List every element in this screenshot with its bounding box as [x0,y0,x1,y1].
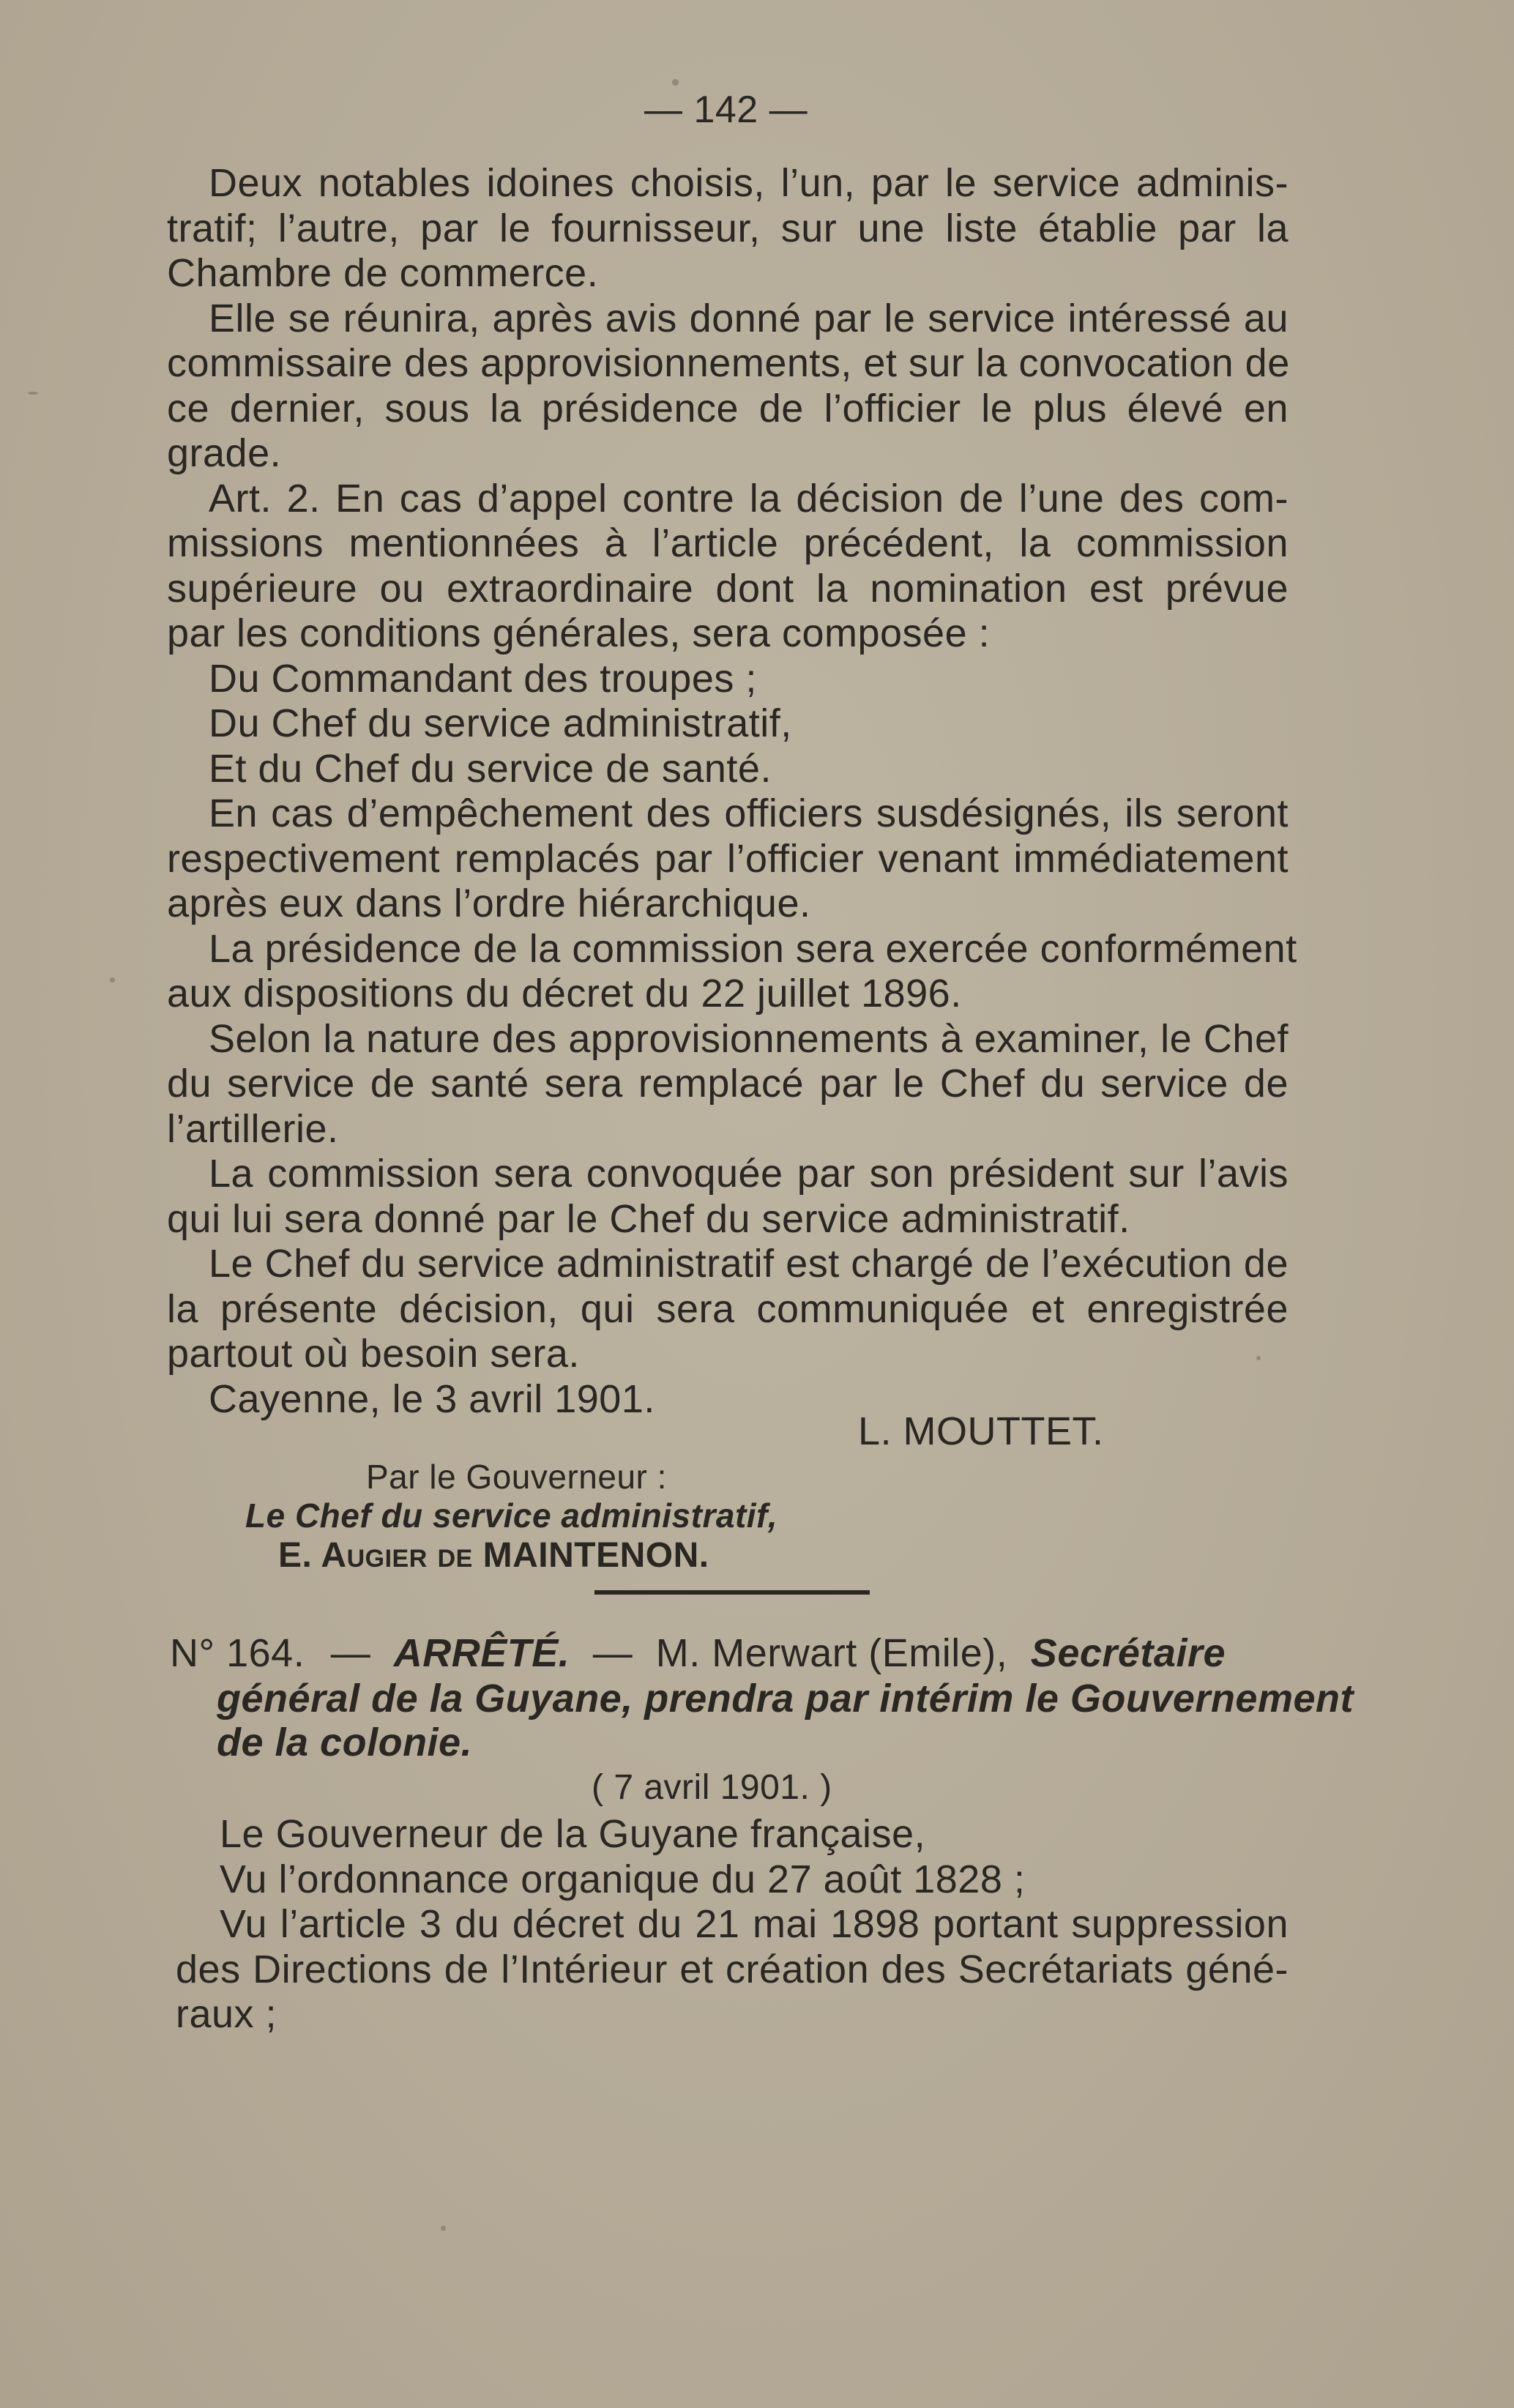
arrete-number: N° 164. [170,1631,305,1675]
arrete-body-line: Vu l’article 3 du décret du 21 mai 1898 portant suppression [220,1902,1289,1946]
text-line: missions mentionnées à l’article précédent, la commission [167,521,1289,565]
arrete-body-line: Vu l’ordonnance organique du 27 août 1828 ; [220,1857,1026,1901]
countersign-line-2: Le Chef du service administratif, [245,1496,778,1535]
text-line: Elle se réunira, après avis donné par le service intéressé au [209,297,1289,340]
text-line: Cayenne, le 3 avril 1901. [209,1377,655,1421]
paper-speck [1256,1356,1261,1360]
countersign-line-3: E. Augier de MAINTENON. [278,1536,709,1575]
page-number: — 142 — [644,89,808,131]
text-line: Le Chef du service administratif est chargé de l’exécution de [209,1242,1289,1286]
paper-speck [110,977,115,983]
countersign-line-1: Par le Gouverneur : [366,1458,667,1496]
text-line: du service de santé sera remplacé par le Chef du service de [167,1062,1289,1106]
text-line: par les conditions générales, sera composée : [167,611,991,655]
text-line: supérieure ou extraordinaire dont la nomination est prévue [167,567,1289,611]
arrete-date: ( 7 avril 1901. ) [592,1768,832,1807]
paper-speck [441,2226,446,2231]
text-line: la présente décision, qui sera communiquée et enregistrée [167,1287,1289,1331]
text-line: Du Commandant des troupes ; [209,657,757,701]
text-line: ce dernier, sous la présidence de l’officier le plus élevé en [167,387,1289,430]
paper-speck [28,392,38,395]
text-line: l’artillerie. [167,1107,339,1151]
section-divider [594,1590,870,1595]
arrete-heading [170,1631,1289,1675]
text-line: La commission sera convoquée par son président sur l’avis [209,1152,1289,1196]
text-line: Selon la nature des approvisionnements à examiner, le Chef [209,1017,1289,1061]
text-line: Et du Chef du service de santé. [209,747,772,791]
arrete-word: ARRÊTÉ. [393,1631,570,1675]
text-line: aux dispositions du décret du 22 juillet 1896. [167,972,962,1015]
text-line: grade. [167,431,282,475]
text-line: Chambre de commerce. [167,251,599,295]
text-line: La présidence de la commission sera exercée conformément [209,927,1297,971]
arrete-body-line: des Directions de l’Intérieur et création des Secrétariats géné- [176,1947,1289,1991]
text-line: respectivement remplacés par l’officier venant immédiatement [167,837,1289,881]
text-line: En cas d’empêchement des officiers susdésignés, ils seront [209,791,1289,835]
text-line: Du Chef du service administratif, [209,701,792,745]
text-line: qui lui sera donné par le Chef du service administratif. [167,1197,1130,1241]
text-line: Art. 2. En cas d’appel contre la décision de l’une des com- [209,477,1289,521]
arrete-heading-line-2: général de la Guyane, prendra par intérim le Gouvernement [217,1677,1354,1721]
signature-name: L. MOUTTET. [858,1409,1104,1453]
arrete-dash-1: — [330,1631,371,1675]
arrete-subject: M. Merwart (Emile), [655,1631,1008,1675]
text-line: commissaire des approvisionnements, et sur la convocation de [167,341,1290,385]
text-line: tratif; l’autre, par le fournisseur, sur une liste établie par la [167,206,1289,250]
arrete-heading-line-3: de la colonie. [217,1721,473,1764]
arrete-body-line: Le Gouverneur de la Guyane française, [220,1812,926,1856]
arrete-body-line: raux ; [176,1992,277,2036]
arrete-dash-2: — [592,1631,633,1675]
text-line: partout où besoin sera. [167,1332,580,1376]
text-line: après eux dans l’ordre hiérarchique. [167,881,811,925]
text-line: Deux notables idoines choisis, l’un, par le service adminis- [209,161,1289,205]
paper-speck [672,79,679,86]
arrete-subject-title: Secrétaire [1030,1631,1226,1675]
